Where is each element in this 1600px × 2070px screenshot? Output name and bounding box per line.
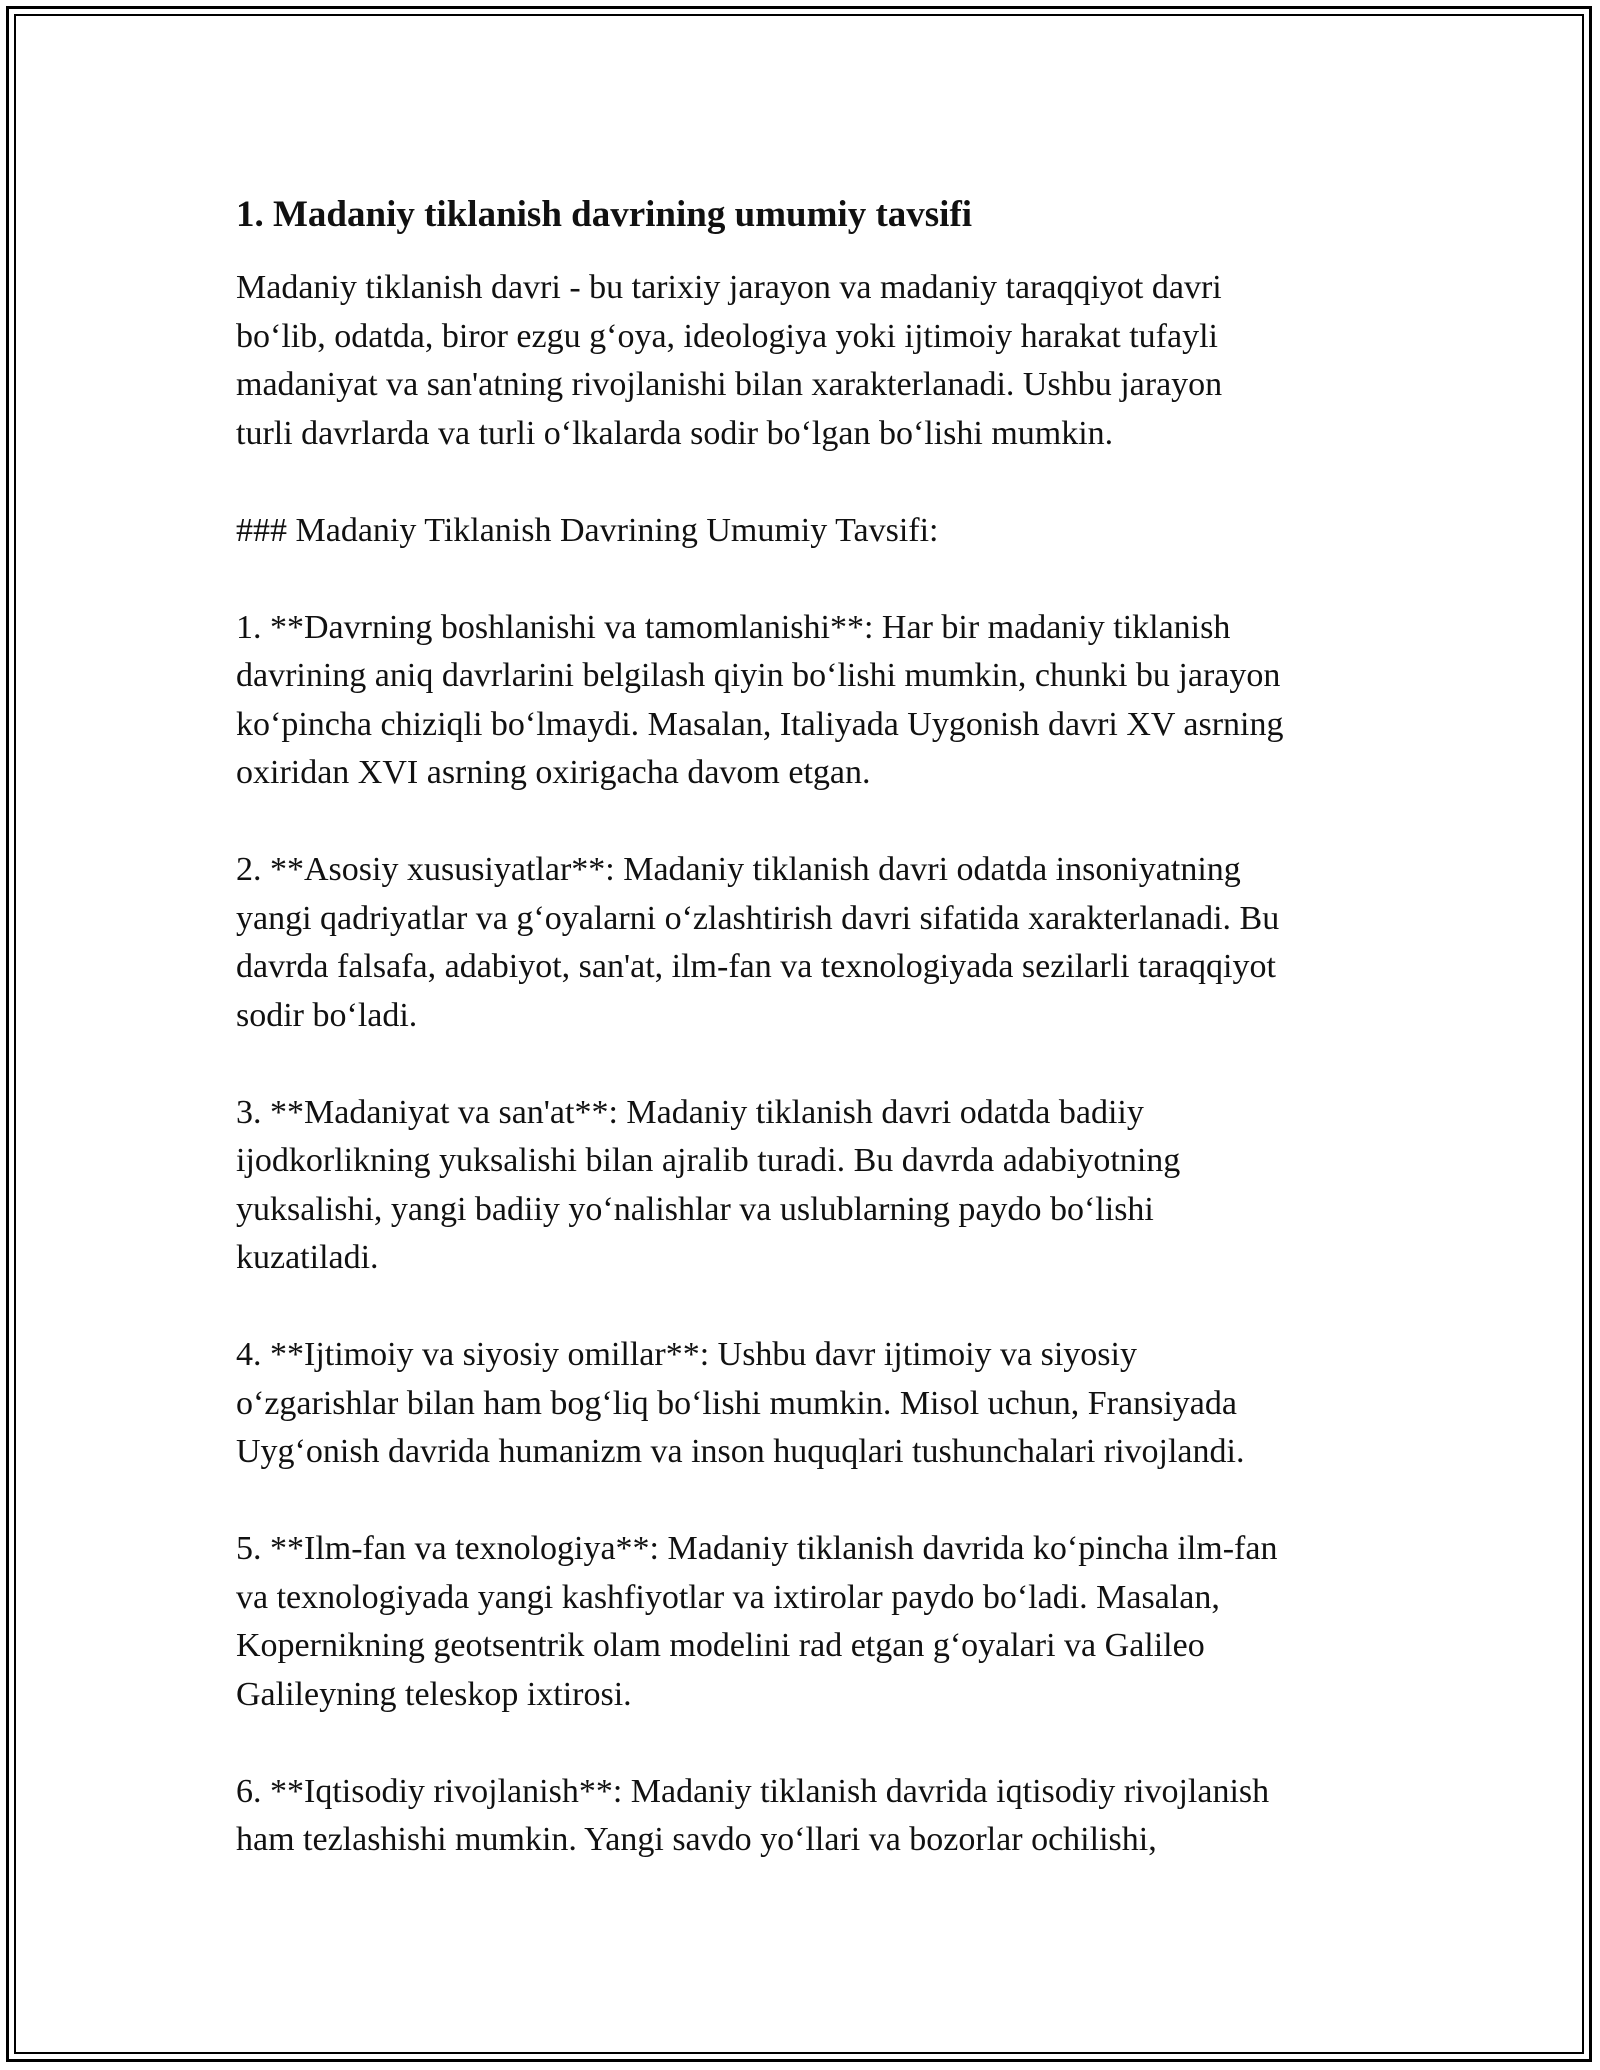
list-item-3: 3. **Madaniyat va san'at**: Madaniy tiklanish davri odatda badiiy ijodkorlikning yuksalishi bilan ajralib turadi. Bu davrda adabiyotning yuksalishi, yangi badiiy yo‘nalishlar va uslublarning paydo bo‘lishi kuzatiladi. [236,1093,1181,1276]
list-item-4: 4. **Ijtimoiy va siyosiy omillar**: Ushbu davr ijtimoiy va siyosiy o‘zgarishlar bilan ham bog‘liq bo‘lishi mumkin. Misol uchun, Fransiyada Uyg‘onish davrida humanizm va inson huquqlari tushunchalari rivojlandi. [236,1336,1245,1470]
document-body [236,190,1386,1913]
document-heading: 1. Madaniy tiklanish davrining umumiy tavsifi [236,194,973,235]
intro-paragraph: Madaniy tiklanish davri - bu tarixiy jarayon va madaniy taraqqiyot davri bo‘lib, odatda, biror ezgu g‘oya, ideologiya yoki ijtimoiy harakat tufayli madaniyat va san'atning rivojlanishi bilan xarakterlanadi. Ushbu jarayon turli davrlarda va turli o‘lkalarda sodir bo‘lgan bo‘lishi mumkin. [236,269,1223,452]
list-item-5: 5. **Ilm-fan va texnologiya**: Madaniy tiklanish davrida ko‘pincha ilm-fan va texnologiyada yangi kashfiyotlar va ixtirolar paydo bo‘ladi. Masalan, Kopernikning geotsentrik olam modelini rad etgan g‘oyalari va Galileo Galileyning teleskop ixtirosi. [236,1530,1278,1713]
list-item-1: 1. **Davrning boshlanishi va tamomlanishi**: Har bir madaniy tiklanish davrining aniq davrlarini belgilash qiyin bo‘lishi mumkin, chunki bu jarayon ko‘pincha chiziqli bo‘lmaydi. Masalan, Italiyada Uygonish davri XV asrning oxiridan XVI asrning oxirigacha davom etgan. [236,608,1284,791]
list-item-2: 2. **Asosiy xususiyatlar**: Madaniy tiklanish davri odatda insoniyatning yangi qadriyatlar va g‘oyalarni o‘zlashtirish davri sifatida xarakterlanadi. Bu davrda falsafa, adabiyot, san'at, ilm-fan va texnologiyada sezilarli taraqqiyot sodir bo‘ladi. [236,851,1280,1034]
list-item-6: 6. **Iqtisodiy rivojlanish**: Madaniy tiklanish davrida iqtisodiy rivojlanish ham tezlashishi mumkin. Yangi savdo yo‘llari va bozorlar ochilishi, [236,1772,1270,1858]
section-subheading: ### Madaniy Tiklanish Davrining Umumiy Tavsifi: [236,511,939,549]
